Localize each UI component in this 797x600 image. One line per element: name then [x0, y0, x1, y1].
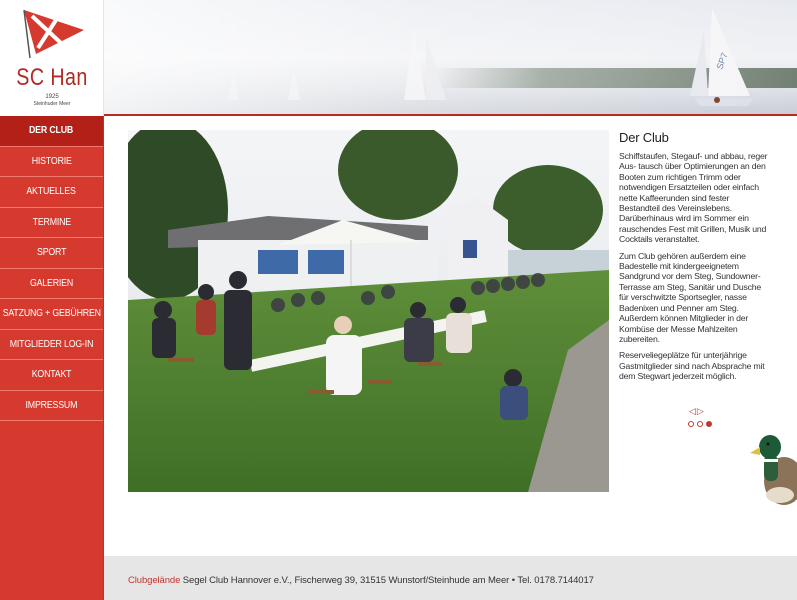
photo-illustration: [128, 130, 609, 492]
footer-text: Segel Club Hannover e.V., Fischerweg 39, 31515 Wunstorf/Steinhude am Meer • Tel. 0178.7144017: [180, 575, 594, 586]
paragraph-guest-berths: Reserveliegeplätze für unterjährige Gastmitglieder sind nach Absprache mit dem Stegwart jederzeit möglich.: [619, 350, 765, 382]
nav-item-kontakt[interactable]: KONTAKT: [0, 360, 103, 391]
nav-item-historie[interactable]: HISTORIE: [0, 147, 103, 178]
founding-year: 1925: [45, 94, 59, 100]
nav-item-satzung-gebuehren[interactable]: SATZUNG + GEBÜHREN: [0, 299, 103, 330]
triangle-left-icon[interactable]: ◁: [689, 406, 697, 416]
club-description: [619, 130, 769, 388]
slideshow-dots: [688, 421, 712, 427]
mallard-duck-icon: [750, 425, 797, 509]
slideshow-arrows: [689, 406, 705, 417]
slide-dot-1[interactable]: [688, 421, 694, 427]
triangle-right-icon[interactable]: ▷: [696, 406, 705, 416]
club-garden-photo: [128, 130, 609, 492]
nav-item-aktuelles[interactable]: AKTUELLES: [0, 177, 103, 208]
nav-item-mitglieder-login[interactable]: MITGLIEDER LOG-IN: [0, 330, 103, 361]
main-navigation: [0, 116, 104, 600]
paragraph-facilities: Zum Club gehören außerdem eine Badestelle mit kindergeeignetem Sandgrund vor dem Steg, Sundowner-Terrasse am Steg, Sanitär und Dusche für verschwitzte Sportsegler, nasse Badenixen und Penner am Steg. Außerdem können Mitglieder in der Kombüse der Messe Mahlzeiten zubereiten.: [619, 250, 762, 344]
nav-item-sport[interactable]: SPORT: [0, 238, 103, 269]
nav-item-termine[interactable]: TERMINE: [0, 208, 103, 239]
slide-dot-2[interactable]: [697, 421, 703, 427]
site-footer: [104, 556, 797, 600]
club-logo[interactable]: [0, 0, 104, 116]
paragraph-activities: Schiffstaufen, Stegauf- und abbau, reger Aus- tausch über Optimierungen an den Booten zum richtigen Trimm oder notwendigen Ersatzteilen oder einfach nette Kaffeerunden sind fester Bestandteil des Vereinslebens. Darüberhinaus wird im Sommer ein rauschendes Fest mit Grillen, Musik und Cocktails veranstaltet.: [619, 151, 768, 245]
nav-item-galerien[interactable]: GALERIEN: [0, 269, 103, 300]
club-name: SC Han: [16, 64, 88, 91]
nav-item-der-club[interactable]: DER CLUB: [0, 116, 103, 147]
header-banner: [104, 0, 797, 116]
slide-dot-3[interactable]: [706, 421, 712, 427]
burgee-flag-icon: [22, 8, 86, 58]
nav-item-impressum[interactable]: IMPRESSUM: [0, 391, 103, 422]
footer-label: Clubgelände: [128, 575, 181, 586]
page-title: Der Club: [619, 130, 669, 145]
footer-address: [128, 575, 594, 586]
club-location: Steinhuder Meer: [33, 101, 71, 107]
